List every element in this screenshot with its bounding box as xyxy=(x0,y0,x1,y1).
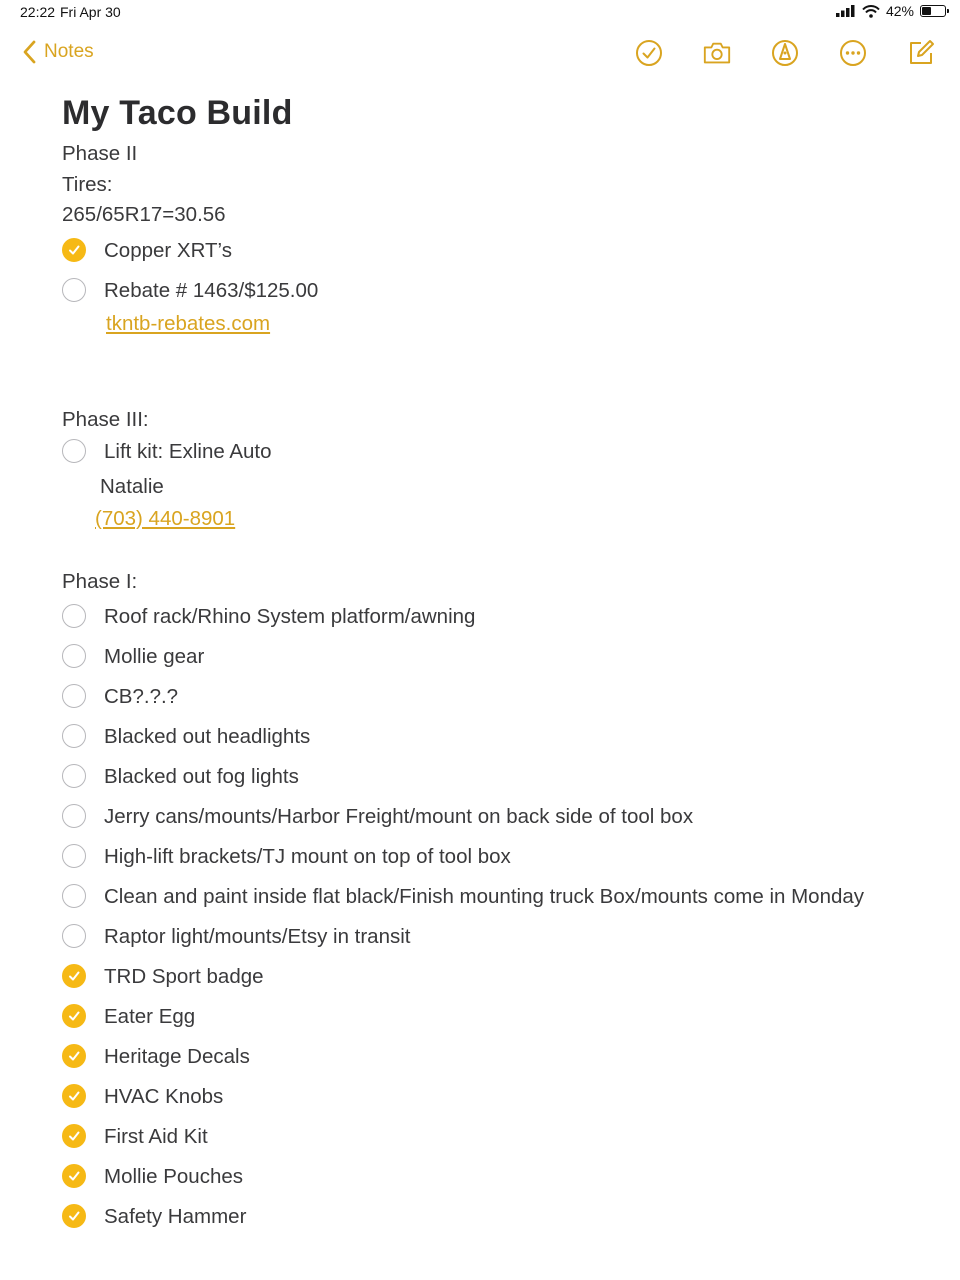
checkbox-circle[interactable] xyxy=(62,724,86,748)
checklist-item-text: Heritage Decals xyxy=(104,1045,250,1068)
chevron-left-icon xyxy=(22,40,36,64)
checkbox-circle[interactable] xyxy=(62,1004,86,1028)
rebate-link[interactable]: tkntb-rebates.com xyxy=(106,311,271,335)
status-time: 22:22 xyxy=(20,4,56,20)
checklist-item xyxy=(62,957,922,997)
spacer xyxy=(62,339,922,405)
checklist-item-text: Mollie Pouches xyxy=(104,1165,244,1188)
checklist-item xyxy=(62,637,922,677)
checklist-item xyxy=(62,1157,922,1197)
checkbox-circle[interactable] xyxy=(62,804,86,828)
checkbox-circle[interactable] xyxy=(62,884,86,908)
compose-button[interactable] xyxy=(906,38,936,68)
checklist-item xyxy=(62,1037,922,1077)
phase3-heading: Phase III: xyxy=(62,407,149,431)
checkbox-circle[interactable] xyxy=(62,1084,86,1108)
checklist-item xyxy=(62,877,922,917)
checkmark-icon xyxy=(67,243,81,257)
checkbox-circle[interactable] xyxy=(62,844,86,868)
checklist-item-text: Copper XRT’s xyxy=(104,238,232,262)
checkbox-circle[interactable] xyxy=(62,439,86,463)
checkmark-icon xyxy=(67,1169,81,1183)
checklist-item-text: CB?.?.? xyxy=(104,685,179,708)
checklist-item-text: Blacked out fog lights xyxy=(104,765,299,788)
checklist-item-text: Safety Hammer xyxy=(104,1205,247,1228)
status-indicators xyxy=(836,3,946,19)
checklist-item xyxy=(62,1117,922,1157)
checklist-item xyxy=(62,917,922,957)
bottom-fade xyxy=(0,1240,960,1280)
nav-bar xyxy=(0,30,960,78)
toolbar xyxy=(634,38,936,68)
checkbox-circle[interactable] xyxy=(62,1124,86,1148)
note-title[interactable]: My Taco Build xyxy=(62,94,293,132)
checklist-item xyxy=(62,271,922,311)
checklist-item xyxy=(62,717,922,757)
checkbox-circle[interactable] xyxy=(62,278,86,302)
more-button[interactable] xyxy=(838,38,868,68)
compose-icon xyxy=(907,39,935,67)
checklist-icon xyxy=(635,39,663,67)
checklist-item-text: Jerry cans/mounts/Harbor Freight/mount on back side of tool box xyxy=(104,805,694,828)
checklist-item xyxy=(62,231,922,271)
checkmark-icon xyxy=(67,1129,81,1143)
checklist-item-text: First Aid Kit xyxy=(104,1125,208,1148)
checkbox-circle[interactable] xyxy=(62,684,86,708)
checkmark-icon xyxy=(67,1009,81,1023)
checkbox-circle[interactable] xyxy=(62,1044,86,1068)
tire-size: 265/65R17=30.56 xyxy=(62,203,226,226)
checkmark-icon xyxy=(67,1209,81,1223)
checkbox-circle[interactable] xyxy=(62,924,86,948)
wifi-icon xyxy=(862,5,880,18)
battery-percent: 42% xyxy=(885,3,914,19)
checklist-item-text: Roof rack/Rhino System platform/awning xyxy=(104,605,476,628)
note-body[interactable] xyxy=(62,94,922,1237)
camera-icon xyxy=(702,40,732,66)
checkmark-icon xyxy=(67,1049,81,1063)
checklist-item xyxy=(62,837,922,877)
checklist-item-text: Mollie gear xyxy=(104,645,205,668)
phase1-heading: Phase I: xyxy=(62,569,138,593)
more-icon xyxy=(839,39,867,67)
status-date: Fri Apr 30 xyxy=(60,4,121,20)
checkbox-circle[interactable] xyxy=(62,1204,86,1228)
checklist-item xyxy=(62,597,922,637)
checklist-item-text: Rebate # 1463/$125.00 xyxy=(104,278,319,302)
back-button[interactable] xyxy=(22,40,94,64)
checklist-item xyxy=(62,757,922,797)
checklist-item-text: Clean and paint inside flat black/Finish mounting truck Box/mounts come in Monday xyxy=(104,885,865,908)
checkbox-circle[interactable] xyxy=(62,644,86,668)
checklist-item xyxy=(62,435,922,472)
back-label: Notes xyxy=(44,41,94,62)
checklist-item xyxy=(62,797,922,837)
checkmark-icon xyxy=(67,969,81,983)
camera-button[interactable] xyxy=(702,38,732,68)
battery-fill xyxy=(922,7,931,15)
checklist-item-text: TRD Sport badge xyxy=(104,965,264,988)
checklist-item-text: Eater Egg xyxy=(104,1005,196,1028)
spacer xyxy=(62,537,922,567)
contact-name: Natalie xyxy=(100,475,164,498)
phone-link[interactable]: (703) 440-8901 xyxy=(95,506,236,530)
checkbox-circle[interactable] xyxy=(62,238,86,262)
markup-button[interactable] xyxy=(770,38,800,68)
checklist-item xyxy=(62,1077,922,1117)
checklist-item-text: Lift kit: Exline Auto xyxy=(104,440,272,463)
checklist-item-text: Raptor light/mounts/Etsy in transit xyxy=(104,925,411,948)
checklist-item-text: Blacked out headlights xyxy=(104,725,311,748)
checklist-item-text: HVAC Knobs xyxy=(104,1085,224,1108)
rebate-link-row xyxy=(62,311,922,339)
phone-row xyxy=(62,503,922,537)
checklist-item xyxy=(62,997,922,1037)
tires-label: Tires: xyxy=(62,172,113,196)
cellular-signal-icon xyxy=(836,5,856,17)
battery-icon xyxy=(920,5,946,17)
checkbox-circle[interactable] xyxy=(62,764,86,788)
checklist-item xyxy=(62,1197,922,1237)
markup-icon xyxy=(771,39,799,67)
status-bar xyxy=(0,0,960,26)
checkbox-circle[interactable] xyxy=(62,604,86,628)
checklist-item xyxy=(62,677,922,717)
checklist-button[interactable] xyxy=(634,38,664,68)
checkbox-circle[interactable] xyxy=(62,964,86,988)
phase2-heading: Phase II xyxy=(62,142,138,165)
checkmark-icon xyxy=(67,1089,81,1103)
phase1-checklist xyxy=(62,597,922,1237)
checkbox-circle[interactable] xyxy=(62,1164,86,1188)
checklist-item-text: High-lift brackets/TJ mount on top of tool box xyxy=(104,845,511,868)
